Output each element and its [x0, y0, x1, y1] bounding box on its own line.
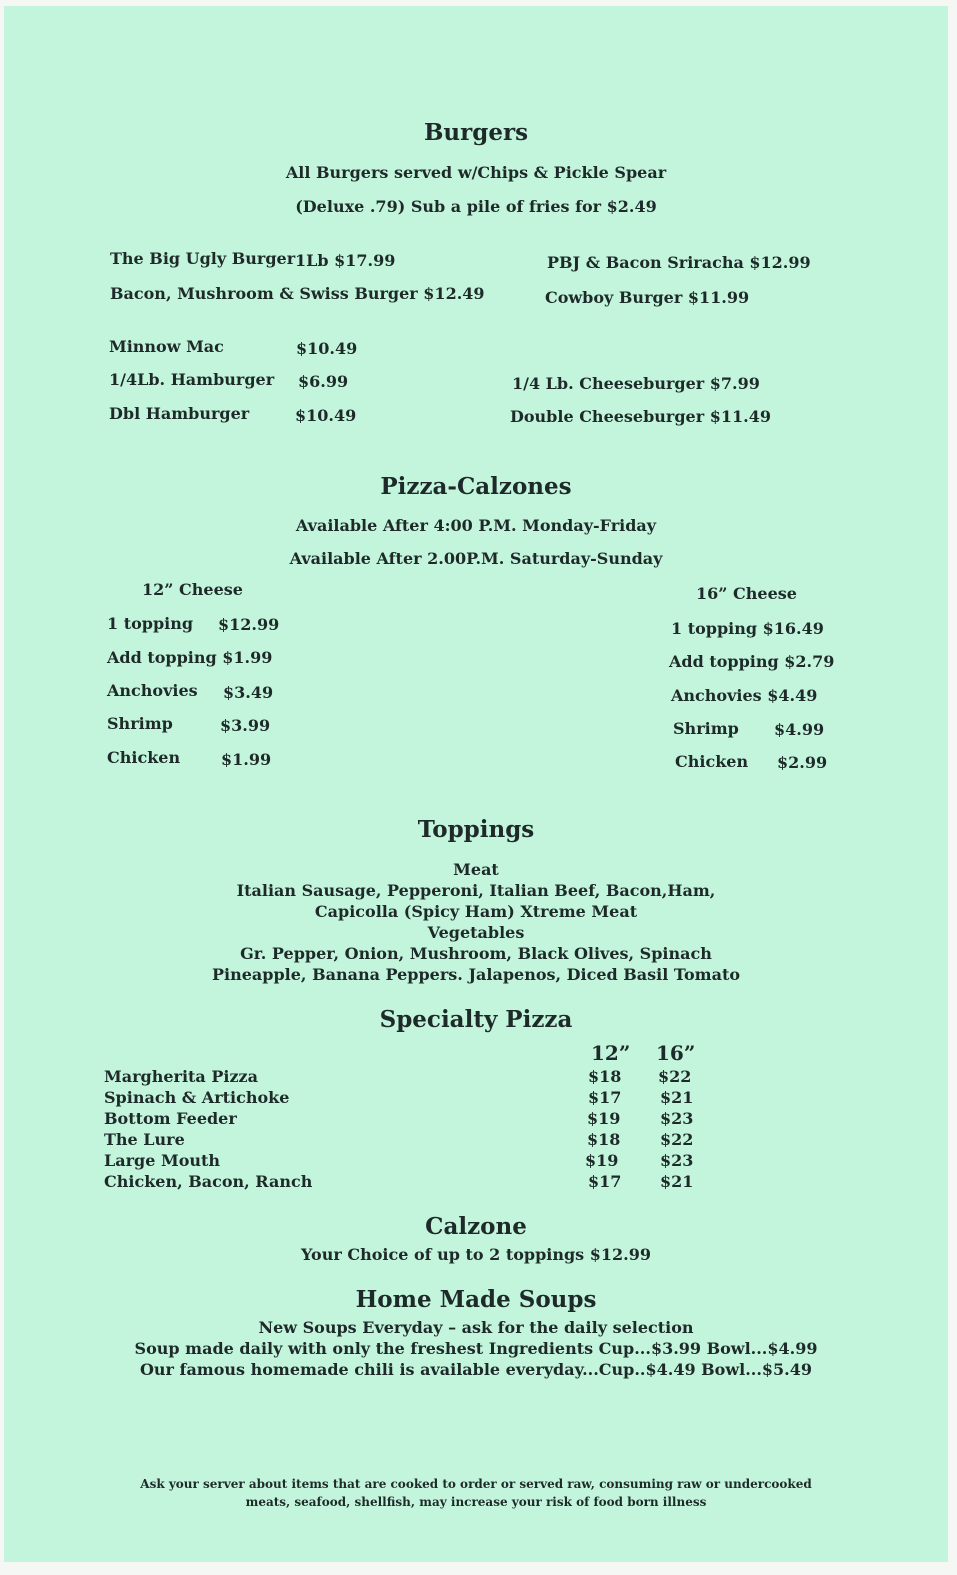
burgers-subtitle-1: All Burgers served w/Chips & Pickle Spear: [285, 163, 667, 182]
specialty-price-16: $21: [660, 1172, 694, 1191]
pizza-16-item-name: Shrimp: [673, 719, 739, 738]
pizza-12-item-name: Anchovies: [107, 681, 198, 700]
specialty-row: [4, 1151, 948, 1172]
pizza-12-item-name: Shrimp: [107, 714, 173, 733]
specialty-price-12: $18: [588, 1067, 622, 1086]
burgers-subtitle-2: (Deluxe .79) Sub a pile of fries for $2.49: [295, 197, 657, 216]
dbl-hamburger-name: Dbl Hamburger: [109, 404, 250, 423]
cowboy-burger: Cowboy Burger $11.99: [545, 288, 750, 307]
cheese-12-header: 12” Cheese: [142, 580, 243, 599]
specialty-col-12: 12”: [591, 1041, 631, 1065]
toppings-line: Pineapple, Banana Peppers. Jalapenos, Diced Basil Tomato: [212, 965, 740, 984]
specialty-price-16: $22: [660, 1130, 694, 1149]
pizza-16-item-price: $4.99: [774, 720, 825, 739]
specialty-price-16: $22: [658, 1067, 692, 1086]
pizza-calzones-title: Pizza-Calzones: [380, 473, 572, 500]
dbl-hamburger-price: $10.49: [295, 406, 357, 425]
toppings-line: Vegetables: [427, 923, 525, 942]
cheese-16-header: 16” Cheese: [696, 584, 797, 603]
pizza-16-item-name: Add topping $2.79: [669, 652, 835, 671]
specialty-row: [4, 1109, 948, 1130]
specialty-price-12: $18: [587, 1130, 621, 1149]
specialty-row: [4, 1088, 948, 1109]
burgers-title: Burgers: [423, 119, 529, 146]
specialty-price-16: $23: [660, 1151, 694, 1170]
menu-page: [4, 6, 948, 1562]
specialty-price-12: $17: [588, 1172, 622, 1191]
specialty-name: Spinach & Artichoke: [104, 1088, 290, 1107]
specialty-price-12: $19: [587, 1109, 621, 1128]
specialty-row: [4, 1172, 948, 1193]
specialty-price-16: $21: [660, 1088, 694, 1107]
specialty-price-16: $23: [660, 1109, 694, 1128]
specialty-col-16: 16”: [656, 1041, 696, 1065]
big-ugly-burger-price: 1Lb $17.99: [295, 251, 396, 270]
toppings-line: Capicolla (Spicy Ham) Xtreme Meat: [314, 902, 638, 921]
pizza-12-item-name: Add topping $1.99: [107, 648, 273, 667]
pbj-bacon-sriracha-burger: PBJ & Bacon Sriracha $12.99: [547, 253, 811, 272]
pizza-12-item-name: 1 topping: [107, 614, 194, 633]
pizza-12-item-name: Chicken: [107, 748, 181, 767]
cheeseburger: 1/4 Lb. Cheeseburger $7.99: [512, 374, 760, 393]
pizza-16-item-price: $2.99: [777, 753, 828, 772]
pizza-12-item-price: $3.99: [220, 716, 271, 735]
pizza-12-item-price: $12.99: [218, 615, 280, 634]
toppings-line: Gr. Pepper, Onion, Mushroom, Black Olives, Spinach: [240, 944, 712, 963]
toppings-line: Italian Sausage, Pepperoni, Italian Beef, Bacon,Ham,: [236, 881, 716, 900]
disclaimer-line-1: Ask your server about items that are cooked to order or served raw, consuming raw or undercooked: [140, 1477, 812, 1491]
soups-title: Home Made Soups: [355, 1286, 597, 1313]
calzone-description: Your Choice of up to 2 toppings $12.99: [301, 1245, 651, 1264]
pizza-16-item-name: 1 topping $16.49: [671, 619, 824, 638]
specialty-name: Chicken, Bacon, Ranch: [104, 1172, 313, 1191]
pizza-16-item-name: Chicken: [675, 752, 749, 771]
pizza-12-item-price: $1.99: [221, 750, 272, 769]
bacon-mushroom-swiss-burger: Bacon, Mushroom & Swiss Burger $12.49: [110, 284, 485, 303]
pizza-12-item-price: $3.49: [223, 683, 274, 702]
toppings-title: Toppings: [417, 816, 535, 843]
soups-line-3: Our famous homemade chili is available everyday...Cup..$4.49 Bowl...$5.49: [139, 1360, 813, 1379]
minnow-mac-price: $10.49: [296, 339, 358, 358]
toppings-line: Meat: [453, 860, 499, 879]
specialty-name: Bottom Feeder: [104, 1109, 237, 1128]
soups-line-2: Soup made daily with only the freshest Ingredients Cup...$3.99 Bowl...$4.99: [134, 1339, 818, 1358]
specialty-name: Margherita Pizza: [104, 1067, 258, 1086]
hamburger-price: $6.99: [298, 372, 349, 391]
pizza-16-item-name: Anchovies $4.49: [671, 686, 818, 705]
calzone-title: Calzone: [425, 1213, 527, 1240]
specialty-price-12: $17: [588, 1088, 622, 1107]
specialty-price-12: $19: [585, 1151, 619, 1170]
pizza-availability-weekday: Available After 4:00 P.M. Monday-Friday: [295, 516, 657, 535]
disclaimer-line-2: meats, seafood, shellfish, may increase your risk of food born illness: [245, 1495, 707, 1509]
specialty-name: Large Mouth: [104, 1151, 221, 1170]
big-ugly-burger-name: The Big Ugly Burger: [110, 249, 296, 268]
pizza-availability-weekend: Available After 2.00P.M. Saturday-Sunday: [289, 549, 663, 568]
minnow-mac-name: Minnow Mac: [109, 337, 224, 356]
double-cheeseburger: Double Cheeseburger $11.49: [510, 407, 771, 426]
soups-line-1: New Soups Everyday – ask for the daily selection: [258, 1318, 694, 1337]
specialty-row: [4, 1067, 948, 1088]
specialty-row: [4, 1130, 948, 1151]
hamburger-name: 1/4Lb. Hamburger: [109, 370, 275, 389]
specialty-pizza-title: Specialty Pizza: [379, 1006, 573, 1033]
specialty-name: The Lure: [104, 1130, 185, 1149]
